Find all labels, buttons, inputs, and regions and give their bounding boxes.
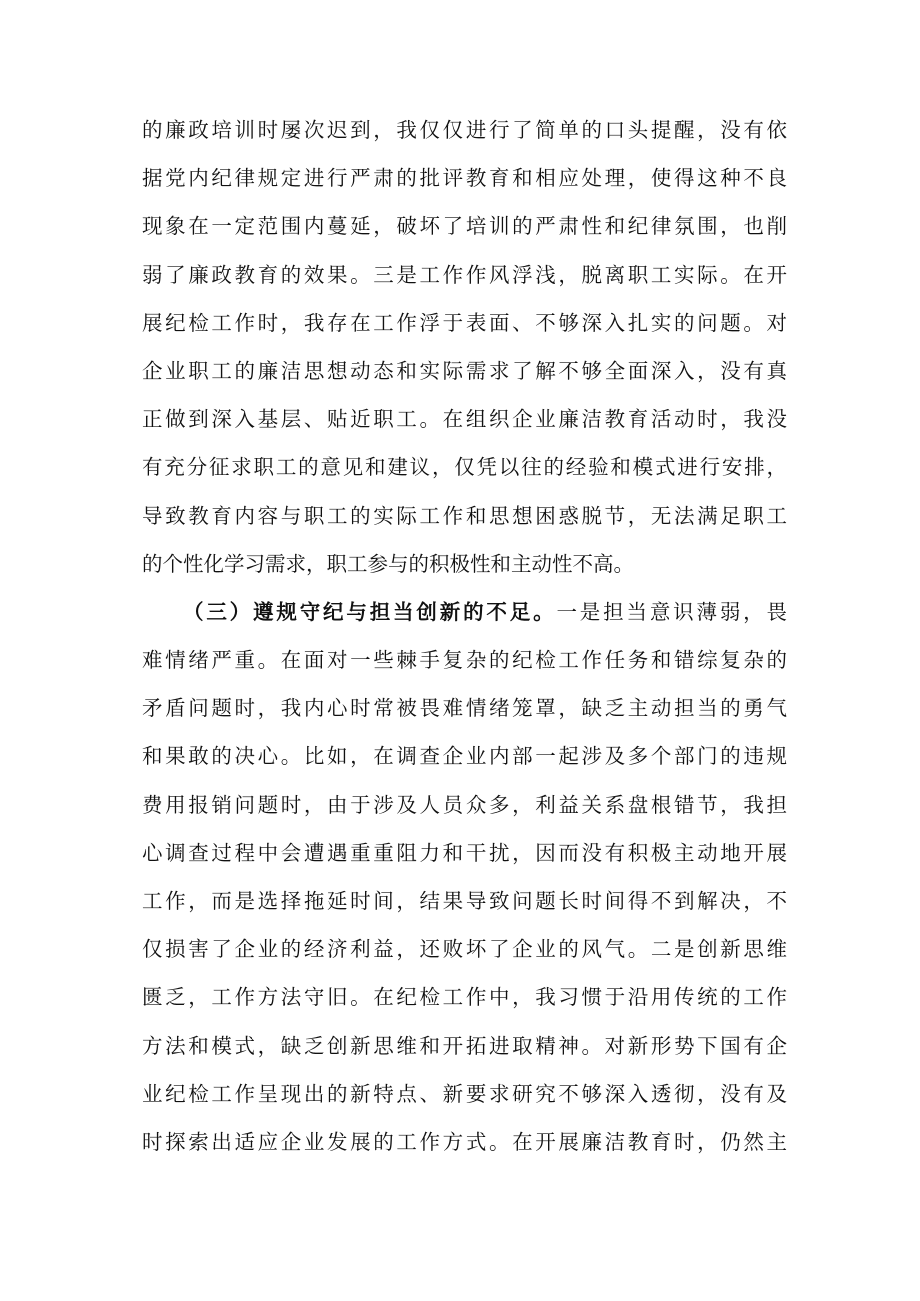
text-line: 工作，而是选择拖延时间，结果导致问题长时间得不到解决，不 <box>142 889 787 913</box>
text-line: 有充分征求职工的意见和建议，仅凭以往的经验和模式进行安排， <box>142 455 787 480</box>
paragraph-2 <box>142 588 787 1166</box>
body-text <box>142 106 787 1166</box>
text-line: 据党内纪律规定进行严肃的批评教育和相应处理，使得这种不良 <box>142 166 787 191</box>
text-line: 的个性化学习需求，职工参与的积极性和主动性不高。 <box>142 551 634 576</box>
paragraph-1 <box>142 106 787 588</box>
text-line: 难情绪严重。在面对一些棘手复杂的纪检工作任务和错综复杂的 <box>142 648 787 673</box>
text-line: 业纪检工作呈现出的新特点、新要求研究不够深入透彻，没有及 <box>142 1081 787 1106</box>
text-line: 和果敢的决心。比如，在调查企业内部一起涉及多个部门的违规 <box>142 744 787 769</box>
text-line: 的廉政培训时屡次迟到，我仅仅进行了简单的口头提醒，没有依 <box>142 118 787 142</box>
text-line: 正做到深入基层、贴近职工。在组织企业廉洁教育活动时，我没 <box>142 407 787 432</box>
text-line: 方法和模式，缺乏创新思维和开拓进取精神。对新形势下国有企 <box>142 1033 787 1058</box>
text-line: 仅损害了企业的经济利益，还败坏了企业的风气。二是创新思维 <box>142 937 787 962</box>
section-heading: （三）遵规守纪与担当创新的不足。 <box>183 599 557 624</box>
text-line: 费用报销问题时，由于涉及人员众多，利益关系盘根错节，我担 <box>142 792 787 817</box>
text-line: 企业职工的廉洁思想动态和实际需求了解不够全面深入，没有真 <box>142 358 787 383</box>
text-line: 导致教育内容与职工的实际工作和思想困惑脱节，无法满足职工 <box>142 503 787 528</box>
text-line: 矛盾问题时，我内心时常被畏难情绪笼罩，缺乏主动担当的勇气 <box>142 696 787 721</box>
text-line-with-heading <box>142 588 787 636</box>
text-line: 弱了廉政教育的效果。三是工作作风浮浅，脱离职工实际。在开 <box>142 262 787 287</box>
text-line: 匮乏，工作方法守旧。在纪检工作中，我习惯于沿用传统的工作 <box>142 985 787 1010</box>
text-line: 心调查过程中会遭遇重重阻力和干扰，因而没有积极主动地开展 <box>142 840 787 865</box>
heading-line-text: 一是担当意识薄弱，畏 <box>556 599 787 624</box>
text-line: 展纪检工作时，我存在工作浮于表面、不够深入扎实的问题。对 <box>142 310 787 335</box>
text-line: 现象在一定范围内蔓延，破坏了培训的严肃性和纪律氛围，也削 <box>142 214 787 239</box>
text-line: 时探索出适应企业发展的工作方式。在开展廉洁教育时，仍然主 <box>142 1129 787 1154</box>
